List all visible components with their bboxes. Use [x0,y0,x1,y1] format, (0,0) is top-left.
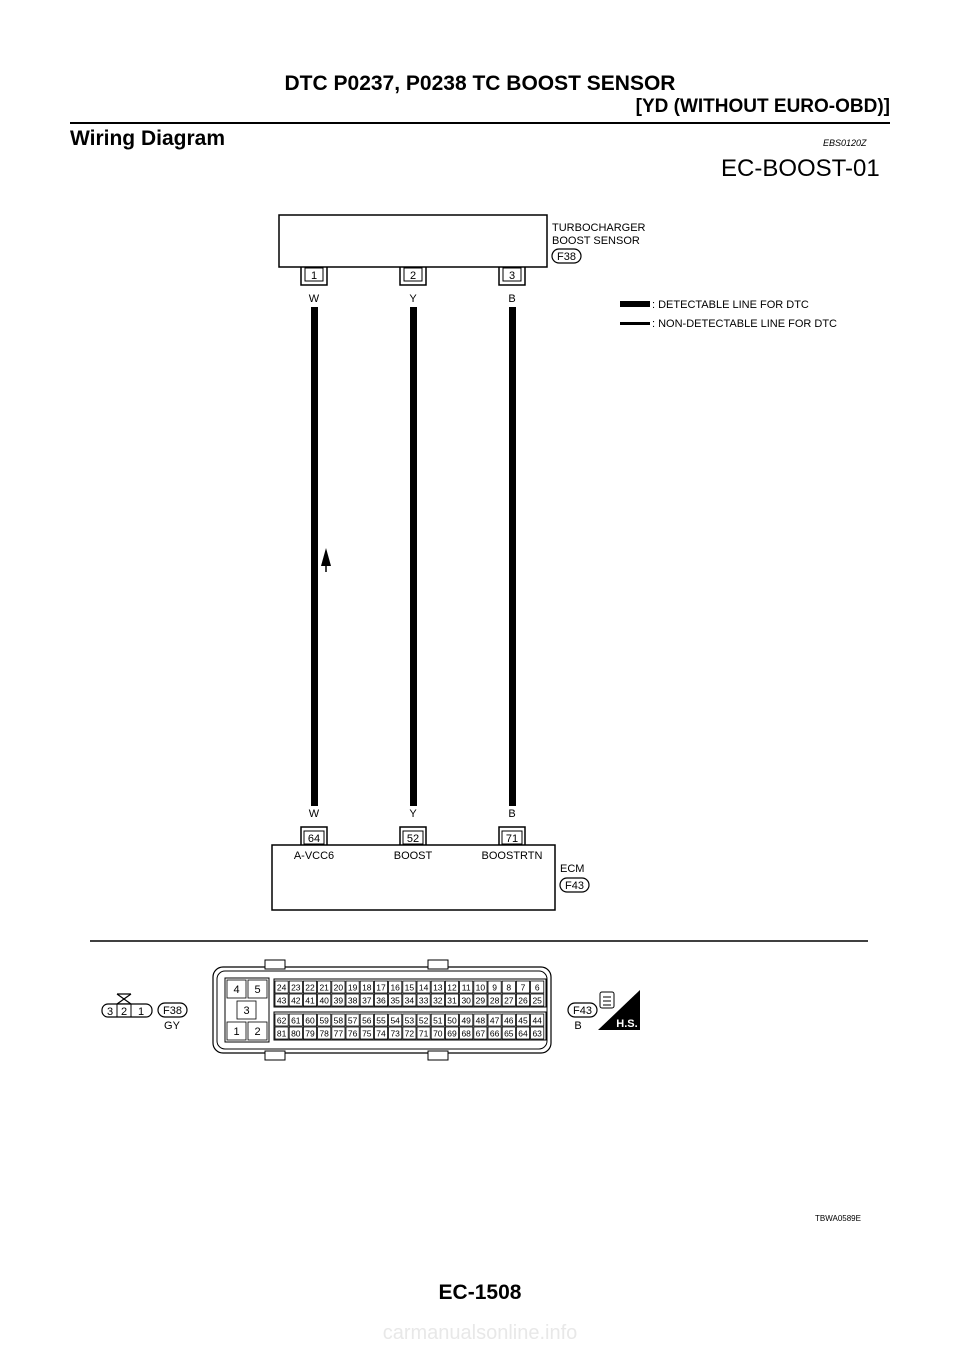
f43-left-pin-5: 5 [254,984,261,996]
f43-pin-21: 21 [319,982,329,993]
f43-pin-71: 71 [418,1028,429,1039]
sensor-box [279,215,547,267]
f43-pin-41: 41 [305,995,315,1006]
f43-pin-57: 57 [347,1015,358,1026]
f43-pin-20: 20 [333,982,344,993]
ecm-pin-52 [400,827,426,845]
f43-pin-53: 53 [404,1015,415,1026]
f43-pin-79: 79 [305,1028,315,1039]
f43-pin-26: 26 [518,995,528,1006]
f43-pin-29: 29 [475,995,486,1006]
f43-pin-49: 49 [461,1015,471,1026]
f43-pin-55: 55 [376,1015,386,1026]
f38-connector-color: GY [164,1020,180,1032]
sensor-connector-id: F38 [557,251,576,263]
f43-pin-45: 45 [518,1015,528,1026]
f38-pin-2: 2 [120,1006,128,1018]
f43-pin-56: 56 [362,1015,372,1026]
hs-badge-text: H.S. [616,1018,638,1030]
wire-3-color-bottom: B [508,808,516,820]
f43-pin-47: 47 [489,1015,500,1026]
f43-pin-16: 16 [390,982,400,993]
f43-pin-32: 32 [433,995,443,1006]
f43-pin-76: 76 [347,1028,358,1039]
f43-connector-view [213,960,597,1060]
f43-pin-72: 72 [404,1028,415,1039]
f43-pin-50: 50 [447,1015,457,1026]
legend-detectable-text: : DETECTABLE LINE FOR DTC [652,299,809,311]
wire-w [311,307,318,806]
f43-pin-13: 13 [433,982,443,993]
f43-left-pin-1: 1 [233,1026,240,1038]
ecm-terminal-boost: BOOST [393,850,433,862]
f43-pin-62: 62 [276,1015,287,1026]
f43-pin-67: 67 [475,1028,486,1039]
f43-pin-73: 73 [390,1028,400,1039]
f43-left-pin-4: 4 [233,984,240,996]
f43-pin-24: 24 [276,982,287,993]
f43-pin-31: 31 [447,995,457,1006]
wire-2-color-top: Y [409,293,417,305]
ecm-terminal-boostrtn: BOOSTRTN [481,850,543,862]
f43-pin-33: 33 [418,995,429,1006]
f43-pin-43: 43 [276,995,287,1006]
f43-pin-9: 9 [492,982,497,993]
legend-detectable-line [620,301,650,307]
f38-connector-id: F38 [163,1005,182,1017]
wire-b [509,307,516,806]
ecm-terminal-avcc6: A-VCC6 [293,850,335,862]
sensor-name-line2: BOOST SENSOR [552,235,640,247]
wire-1-color-bottom: W [308,808,320,820]
diagram-id: EC-BOOST-01 [721,155,880,182]
f43-pin-60: 60 [305,1015,315,1026]
f43-pin-75: 75 [362,1028,372,1039]
f43-pin-81: 81 [276,1028,287,1039]
f38-pin-3: 3 [106,1006,114,1018]
legend-non-detectable-text: : NON-DETECTABLE LINE FOR DTC [652,318,837,330]
f43-pin-61: 61 [291,1015,301,1026]
f43-pin-39: 39 [333,995,344,1006]
legend-non-detectable-line [620,322,650,325]
figure-id: TBWA0589E [815,1214,861,1223]
ecm-connector-id: F43 [565,880,584,892]
f43-pin-37: 37 [362,995,372,1006]
f43-pin-10: 10 [475,982,486,993]
f43-pin-51: 51 [433,1015,443,1026]
f43-pin-12: 12 [447,982,457,993]
ecm-pin-52-label: 52 [406,833,420,845]
wire-1-color-top: W [308,293,320,305]
f43-pin-66: 66 [489,1028,500,1039]
f43-pin-14: 14 [418,982,429,993]
f43-left-pin-3: 3 [243,1005,250,1017]
wire-y [410,307,417,806]
f38-connector-view [102,994,187,1032]
f43-pin-74: 74 [376,1028,386,1039]
f43-pin-23: 23 [291,982,301,993]
page-subtitle: [YD (WITHOUT EURO-OBD)] [635,96,890,117]
sensor-pin-3-label: 3 [508,270,516,282]
page-number: EC-1508 [438,1281,522,1304]
f43-pin-22: 22 [305,982,315,993]
f43-pin-54: 54 [390,1015,400,1026]
f43-pin-19: 19 [347,982,358,993]
wire-2-color-bottom: Y [409,808,417,820]
f38-pin-1: 1 [137,1006,145,1018]
f43-pin-58: 58 [333,1015,344,1026]
page-title: DTC P0237, P0238 TC BOOST SENSOR [284,72,676,95]
f43-pin-48: 48 [475,1015,486,1026]
f43-pin-8: 8 [506,982,512,993]
f43-left-pin-2: 2 [254,1026,261,1038]
f43-pin-18: 18 [362,982,372,993]
ecm-pin-71-label: 71 [505,833,519,845]
f43-pin-80: 80 [291,1028,301,1039]
f43-pin-7: 7 [520,982,526,993]
section-title: Wiring Diagram [70,127,225,150]
sensor-pin-3 [499,267,525,285]
f43-pin-78: 78 [319,1028,329,1039]
f43-pin-34: 34 [404,995,415,1006]
f43-pin-68: 68 [461,1028,471,1039]
f43-pin-15: 15 [404,982,415,993]
f43-pin-64: 64 [518,1028,528,1039]
f43-pin-63: 63 [532,1028,542,1039]
ecm-pin-71 [499,827,525,845]
f43-pin-11: 11 [461,982,471,993]
f43-pin-42: 42 [291,995,301,1006]
f43-pin-44: 44 [532,1015,542,1026]
f43-pin-77: 77 [333,1028,344,1039]
f43-pin-46: 46 [504,1015,514,1026]
f43-connector-id: F43 [573,1005,592,1017]
sensor-name-line1: TURBOCHARGER [552,222,646,234]
f43-pin-6: 6 [534,982,540,993]
sensor-pin-1 [301,267,327,285]
ecm-pin-64 [301,827,327,845]
f43-pin-30: 30 [461,995,471,1006]
wire-3-color-top: B [508,293,516,305]
f43-pin-28: 28 [489,995,500,1006]
f43-pin-40: 40 [319,995,329,1006]
f43-pin-52: 52 [418,1015,429,1026]
hs-badge [598,990,640,1030]
ecm-name: ECM [560,863,585,875]
f43-pin-70: 70 [433,1028,443,1039]
f43-pin-65: 65 [504,1028,514,1039]
sensor-pin-2 [400,267,426,285]
f43-pin-25: 25 [532,995,542,1006]
sensor-pin-2-label: 2 [409,270,417,282]
f43-pin-27: 27 [504,995,514,1006]
f43-pin-38: 38 [347,995,358,1006]
sensor-pin-1-label: 1 [310,270,318,282]
f43-pin-59: 59 [319,1015,329,1026]
f43-pin-35: 35 [390,995,400,1006]
f43-pin-69: 69 [447,1028,457,1039]
f43-pin-17: 17 [376,982,386,993]
section-code: EBS0120Z [823,138,867,148]
ecm-pin-64-label: 64 [307,833,321,845]
f43-connector-color: B [574,1020,582,1032]
watermark: carmanualsonline.info [382,1322,578,1344]
f43-pin-36: 36 [376,995,386,1006]
